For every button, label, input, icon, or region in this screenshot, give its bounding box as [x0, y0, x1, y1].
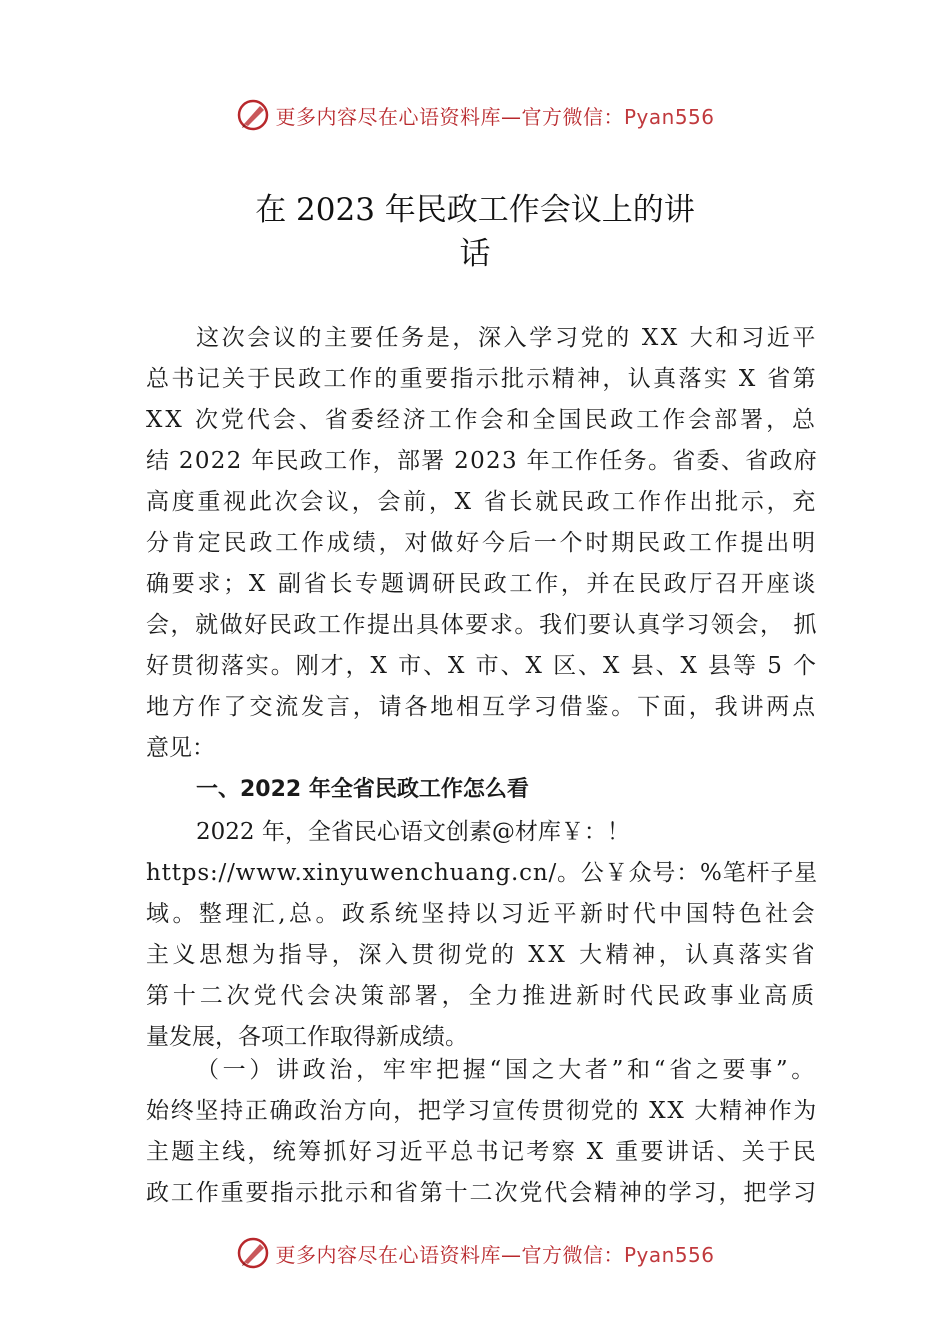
paragraph-summary — [146, 812, 818, 1058]
watermark-banner-top — [0, 95, 950, 135]
text-line: 第十二次党代会决策部署，全力推进新时代民政事业高质 — [146, 983, 818, 1009]
text-line: 分肯定民政工作成绩，对做好今后一个时期民政工作提出明 — [146, 530, 818, 556]
watermark-text: 更多内容尽在心语资料库—官方微信：Pyan556 — [275, 1242, 715, 1267]
text-line: 域。整理汇,总。政系统坚持以习近平新时代中国特色社会 — [146, 901, 818, 927]
heading-text: 一、2022 年全省民政工作怎么看 — [196, 777, 529, 802]
title-line-2: 话 — [459, 236, 491, 272]
text-line: 高度重视此次会议，会前，X 省长就民政工作作出批示，充 — [146, 489, 818, 515]
title-line-1: 在 2023 年民政工作会议上的讲 — [255, 192, 695, 228]
text-line: 主题主线，统筹抓好习近平总书记考察 X 重要讲话、关于民 — [146, 1139, 818, 1165]
text-line: 总书记关于民政工作的重要指示批示精神，认真落实 X 省第 — [146, 366, 818, 392]
text-line: （一）讲政治，牢牢把握“国之大者”和“省之要事”。 — [196, 1057, 818, 1083]
text-line: 结 2022 年民政工作，部署 2023 年工作任务。省委、省政府 — [146, 448, 818, 474]
text-line: 量发展，各项工作取得新成绩。 — [146, 1024, 468, 1050]
text-line: 意见： — [146, 735, 215, 761]
text-line: 地方作了交流发言，请各地相互学习借鉴。下面，我讲两点 — [146, 694, 818, 720]
text-line: 确要求；X 副省长专题调研民政工作，并在民政厅召开座谈 — [146, 571, 818, 597]
text-line: 这次会议的主要任务是，深入学习党的 XX 大和习近平 — [196, 325, 818, 351]
section-heading — [146, 769, 818, 810]
pen-logo-icon — [235, 1235, 271, 1271]
paragraph-politics — [146, 1050, 818, 1214]
text-line: XX 次党代会、省委经济工作会和全国民政工作会部署，总 — [146, 407, 818, 433]
text-line: 政工作重要指示批示和省第十二次党代会精神的学习，把学习 — [146, 1180, 818, 1206]
text-line: https://www.xinyuwenchuang.cn/。公￥众号：%笔杆子星 — [146, 860, 818, 886]
text-line: 主义思想为指导，深入贯彻党的 XX 大精神，认真落实省 — [146, 942, 818, 968]
document-title — [0, 188, 950, 276]
watermark-text: 更多内容尽在心语资料库—官方微信：Pyan556 — [275, 104, 715, 129]
watermark-banner-bottom — [0, 1233, 950, 1273]
text-line: 2022 年，全省民心语文创素@材库￥：！ — [196, 819, 630, 845]
text-line: 好贯彻落实。刚才，X 市、X 市、X 区、X 县、X 县等 5 个 — [146, 653, 818, 679]
pen-logo-icon — [235, 97, 271, 133]
text-line: 会，就做好民政工作提出具体要求。我们要认真学习领会， 抓 — [146, 612, 818, 638]
paragraph-intro — [146, 318, 818, 769]
text-line: 始终坚持正确政治方向，把学习宣传贯彻党的 XX 大精神作为 — [146, 1098, 818, 1124]
